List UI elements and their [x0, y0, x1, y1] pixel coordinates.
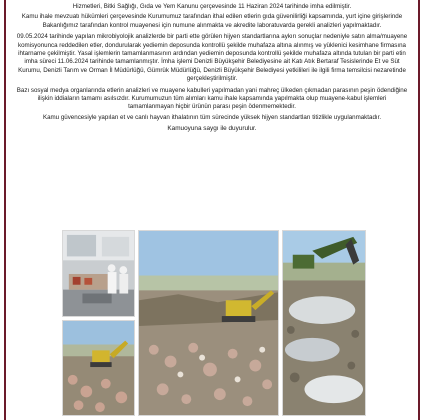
paragraph-intro: Hizmetleri, Bitki Sağlığı, Gıda ve Yem Kanunu çerçevesinde 11 Haziran 2024 tarihinde imha edilmiştir.: [72, 3, 352, 10]
paragraph-procurement: Kamu ihale mevzuatı hükümleri çerçevesinde Kurumumuz tarafından ithal edilen etlerin gıda güvenilirliği kapsamında, yurt içine girişlerinde Bakanlığımız tarafından kontrol muayenesi için numune alınmakta ve akredite laboratuvarda gerekli analizleri yapılmaktadır.: [21, 13, 403, 29]
photo-collage: [62, 230, 366, 416]
landfill-excavator-photo: [138, 230, 279, 416]
meat-inspection-photo: [62, 230, 135, 317]
excavator-disposal-photo: [282, 230, 366, 416]
paragraph-analysis: 09.05.2024 tarihinde yapılan mikrobiyolojik analizlerde bir parti ette görülen hijyen standartlarına aykırı sonuçlar nedeniyle satın alma/muayene komisyonunca reddedilen etler, dondurularak yediemin deposunda kontrollü şekilde muhafaza altına alınmış ve yüklenici kesimhane firmasına ihtarname çekilmiştir. Yasal işlemlerin tamamlanmasının ardından yediemin deposunda kontrollü şekilde muhafaza altında tutulan bir parti etin imha süreci 11.06.2024 tarihinde tamamlanmıştır. İmha işlemi Denizli Büyükşehir Belediyesine ait Katı Atık Bertaraf Tesislerinde Et ve Süt Kurumu, Denizli Tarım ve Orman İl Müdürlüğü, Gümrük Müdürlüğü, Denizli Büyükşehir Belediyesi yetkilileri ile ilgili firma temsilcisi nezaretinde gerçekleştirilmiştir.: [16, 33, 408, 83]
announcement-page: [4, 0, 420, 420]
paragraph-hygiene: Kamu güvencesiyle yapılan et ve canlı hayvan ithalatının tüm sürecinde yüksek hijyen standartları titizlikle uygulanmaktadır.: [42, 113, 382, 121]
landfill-dumping-photo: [62, 320, 135, 416]
announcement-text: [6, 0, 418, 134]
paragraph-social-media: Bazı sosyal medya organlarında etlerin analizleri ve muayene kabulleri yapılmadan yani mahreç ülkeden çıkmadan parasının peşin ödendiğine ilişkin iddiaların tamamı asılsızdır. Kurumumuzun tüm alımları kamu ihale kapsamında yapılmakta olup muayene-kabul işlemleri tamamlanmayan hiçbir ürünün parası peşin ödenmemektedir.: [16, 86, 408, 111]
closing-line: Kamuoyuna saygı ile duyurulur.: [167, 125, 257, 133]
